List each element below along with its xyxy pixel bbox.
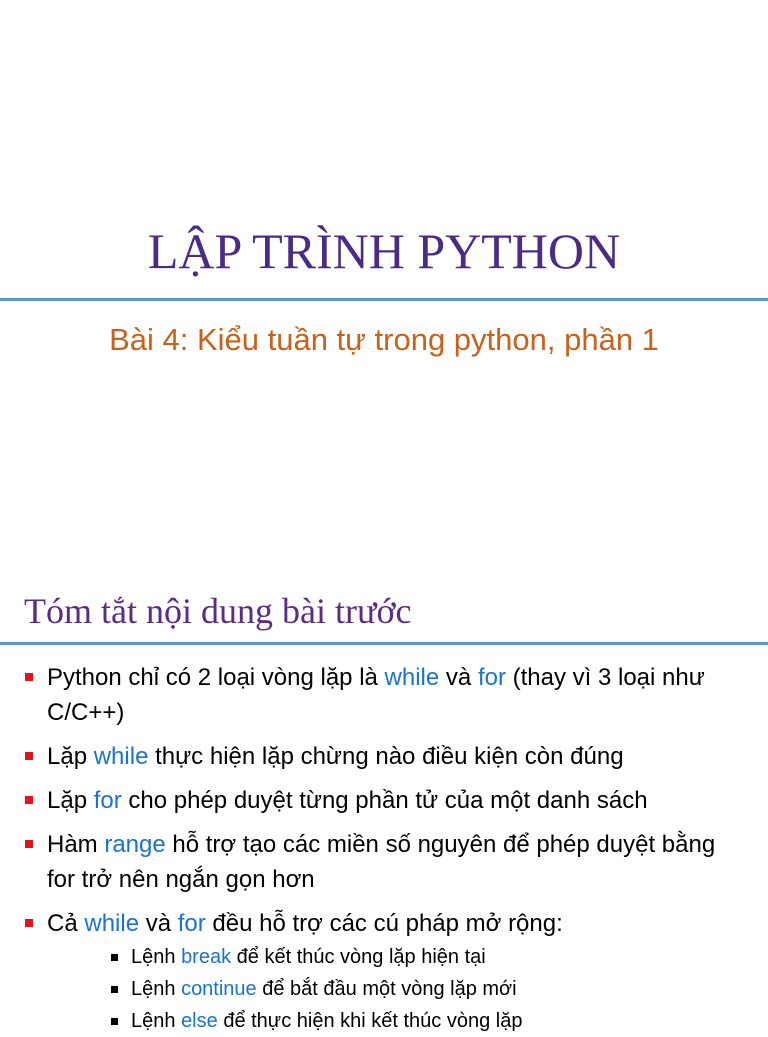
heading-divider xyxy=(0,642,768,645)
slide-subtitle: Bài 4: Kiểu tuần tự trong python, phần 1 xyxy=(109,322,659,357)
red-square-bullet-icon xyxy=(25,752,33,760)
bullet-text: Lặp xyxy=(47,743,94,770)
keyword-while: while xyxy=(93,743,149,770)
bullet-item-extended-syntax xyxy=(0,906,768,1032)
bullet-text: và xyxy=(139,910,178,937)
keyword-for: for xyxy=(177,910,206,937)
bullet-item-while xyxy=(0,739,768,774)
bullet-text: đều hỗ trợ các cú pháp mở rộng: xyxy=(205,910,563,937)
sub-bullet-else xyxy=(47,1005,748,1032)
bullet-text: Hàm xyxy=(47,831,105,858)
bullet-text: hỗ trợ tạo các miền số nguyên để phép duyệt bằng for trở nên ngắn gọn hơn xyxy=(47,831,716,893)
keyword-for: for xyxy=(477,664,506,691)
bullet-text: Cả xyxy=(47,910,85,937)
bullet-item-for xyxy=(0,783,768,818)
slide-heading: Tóm tắt nội dung bài trước xyxy=(24,591,412,631)
keyword-while: while xyxy=(84,910,140,937)
bullet-item-range xyxy=(0,827,768,897)
bullet-text: (thay vì 3 loại như C/C++) xyxy=(47,664,705,726)
bullet-text: cho phép duyệt từng phần tử của một danh sách xyxy=(121,787,648,814)
bullet-text: Lặp xyxy=(47,787,94,814)
keyword-else: else xyxy=(181,1010,218,1032)
black-square-bullet-icon xyxy=(111,986,118,993)
keyword-for: for xyxy=(93,787,122,814)
sub-bullet-break xyxy=(47,941,748,973)
sub-bullet-text: để thực hiện khi kết thúc vòng lặp xyxy=(217,1010,523,1032)
bullet-item-loop-types xyxy=(0,660,768,730)
black-square-bullet-icon xyxy=(111,954,118,961)
bullet-list xyxy=(0,660,768,1032)
sub-bullet-continue xyxy=(47,973,748,1005)
title-divider xyxy=(0,298,768,301)
sub-bullet-text: để bắt đầu một vòng lặp mới xyxy=(256,978,517,1000)
bullet-text: thực hiện lặp chừng nào điều kiện còn đúng xyxy=(148,743,624,770)
sub-bullet-text: Lệnh xyxy=(131,978,182,1000)
sub-bullet-text: Lệnh xyxy=(131,946,182,968)
bullet-text: Python chỉ có 2 loại vòng lặp là xyxy=(47,664,385,691)
bullet-text: và xyxy=(439,664,478,691)
black-square-bullet-icon xyxy=(111,1018,118,1025)
keyword-while: while xyxy=(384,664,440,691)
sub-bullet-text: để kết thúc vòng lặp hiện tại xyxy=(231,946,486,968)
red-square-bullet-icon xyxy=(25,673,33,681)
sub-bullet-list xyxy=(47,941,748,1032)
keyword-break: break xyxy=(181,946,232,968)
red-square-bullet-icon xyxy=(25,796,33,804)
red-square-bullet-icon xyxy=(25,919,33,927)
red-square-bullet-icon xyxy=(25,840,33,848)
keyword-range: range xyxy=(104,831,166,858)
content-slide xyxy=(0,560,768,1032)
slide-title: LẬP TRÌNH PYTHON xyxy=(147,223,621,279)
sub-bullet-text: Lệnh xyxy=(131,1010,182,1032)
keyword-continue: continue xyxy=(181,978,257,1000)
